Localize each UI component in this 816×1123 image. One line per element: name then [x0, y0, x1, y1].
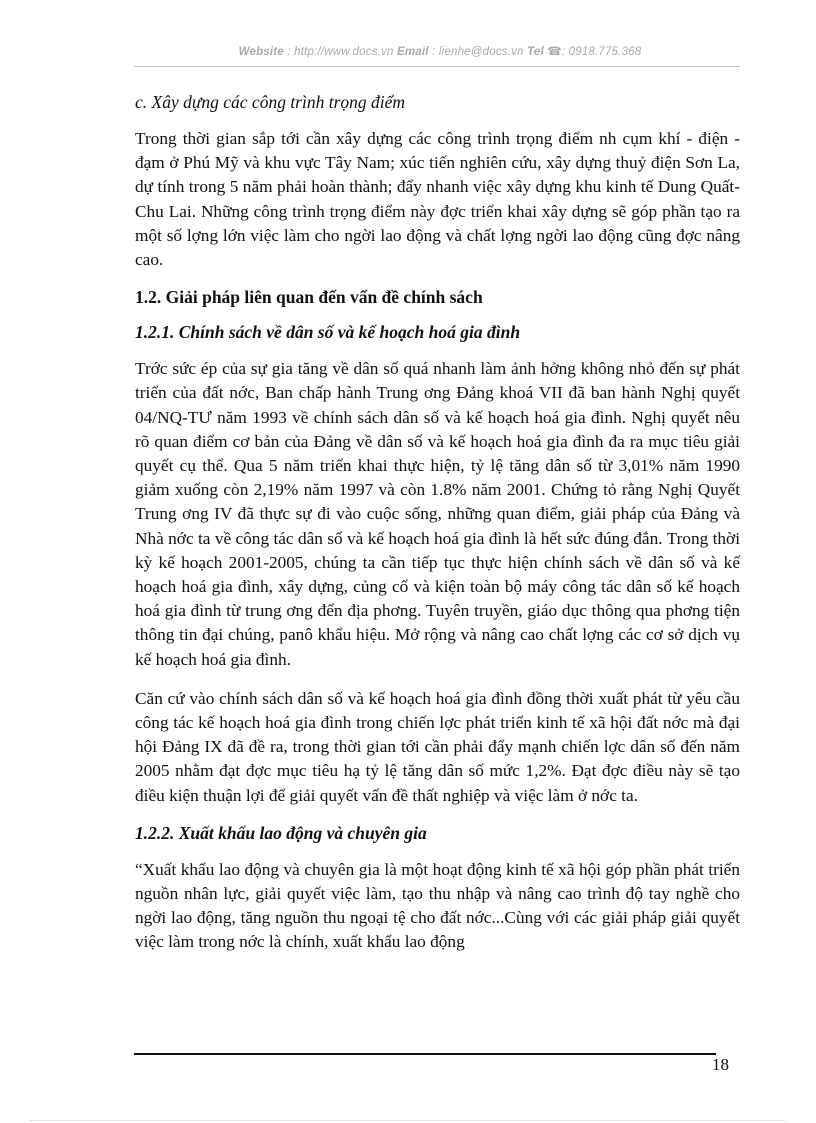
heading-1-2: 1.2. Giải pháp liên quan đến vấn đề chính sách: [135, 287, 483, 308]
email-label: Email: [397, 46, 429, 58]
section-c-paragraph: Trong thời gian sắp tới cần xây dựng các công trình trọng điểm nh cụm khí - điện - đạm ở Phú Mỹ và khu vực Tây Nam; xúc tiến nghiên cứu, xây dựng thuỷ điện Sơn La, dự tính trong 5 năm phải hoàn thành; đẩy nhanh việc xây dựng khu kinh tế Dung Quất- Chu Lai. Những công trình trọng điểm này đợc triển khai xây dựng sẽ góp phần tạo ra một số lợng lớn việc làm cho ngời lao động và chất lợng ngời lao động cũng đợc nâng cao.: [135, 129, 740, 270]
website-label: Website: [238, 46, 284, 58]
paragraph-1-2-1-b: Căn cứ vào chính sách dân số và kế hoạch hoá gia đình đồng thời xuất phát từ yêu cầu công tác kế hoạch hoá gia đình trong chiến lợc phát triển kinh tế xã hội đất nớc mà đại hội Đảng IX đã đề ra, trong thời gian tới cần phải đẩy mạnh chiến lợc dân số đến năm 2005 nhằm đạt đợc mục tiêu hạ tỷ lệ tăng dân số mức 1,2%. Đạt đợc điều này sẽ tạo điều kiện thuận lợi để giải quyết vấn đề thất nghiệp và việc làm ở nớc ta.: [135, 688, 740, 805]
heading-1-2-1: 1.2.1. Chính sách về dân số và kế hoạch hoá gia đình: [135, 322, 521, 343]
tel-value: : 0918.775.368: [561, 46, 642, 58]
page-number: 18: [712, 1055, 729, 1074]
paragraph-1-2-1-a: Trớc sức ép của sự gia tăng về dân số quá nhanh làm ảnh hởng không nhỏ đến sự phát triển của đất nớc, Ban chấp hành Trung ơng Đảng khoá VII đã ban hành Nghị quyết 04/NQ-TƯ năm 1993 về chính sách dân số và kế hoạch hoá gia đình. Nghị quyết nêu rõ quan điểm cơ bản của Đảng về dân số và kế hoạch hoá gia đình đa ra mục tiêu giải quyết cụ thể. Qua 5 năm triển khai thực hiện, tỷ lệ tăng dân số từ 3,01% năm 1990 giảm xuống còn 2,19% năm 1997 và còn 1.8% năm 2001. Chứng tỏ rằng Nghị Quyết Trung ơng IV đã thực sự đi vào cuộc sống, những quan điểm, giải pháp của Đảng và Nhà nớc ta về công tác dân số và kế hoạch hoá gia đình là hết sức đúng đắn. Trong thời kỳ kế hoạch 2001-2005, chúng ta cần tiếp tục thực hiện chính sách về dân số và kế hoạch hoá gia đình, xây dựng, củng cố và kiện toàn bộ máy công tác dân số kế hoạch hoá gia đình từ trung ơng đến địa phơng. Tuyên truyền, giáo dục thông qua phơng tiện thông tin đại chúng, panô khẩu hiệu. Mở rộng và nâng cao chất lợng các cơ sở dịch vụ kế hoạch hoá gia đình.: [135, 359, 740, 669]
phone-icon: ☎: [547, 46, 562, 58]
page-bottom-border: [30, 1120, 786, 1121]
email-value: : lienhe@docs.vn: [432, 46, 524, 58]
website-value: : http://www.docs.vn: [287, 46, 394, 58]
page-body: [135, 92, 740, 970]
header-divider: [134, 66, 740, 67]
tel-label: Tel: [527, 46, 544, 58]
paragraph-1-2-2: “Xuất khẩu lao động và chuyên gia là một hoạt động kinh tế xã hội góp phần phát triển nguồn nhân lực, giải quyết việc làm, tạo thu nhập và nâng cao trình độ tay nghề cho ngời lao động, tăng nguồn thu ngoại tệ cho đất nớc...Cùng với các giải pháp giải quyết việc làm trong nớc là chính, xuất khẩu lao động: [135, 859, 740, 952]
section-c-title: c. Xây dựng các công trình trọng điểm: [135, 92, 406, 112]
page-header: [140, 44, 740, 58]
heading-1-2-2: 1.2.2. Xuất khẩu lao động và chuyên gia: [135, 822, 427, 843]
footer-divider: [134, 1053, 716, 1055]
